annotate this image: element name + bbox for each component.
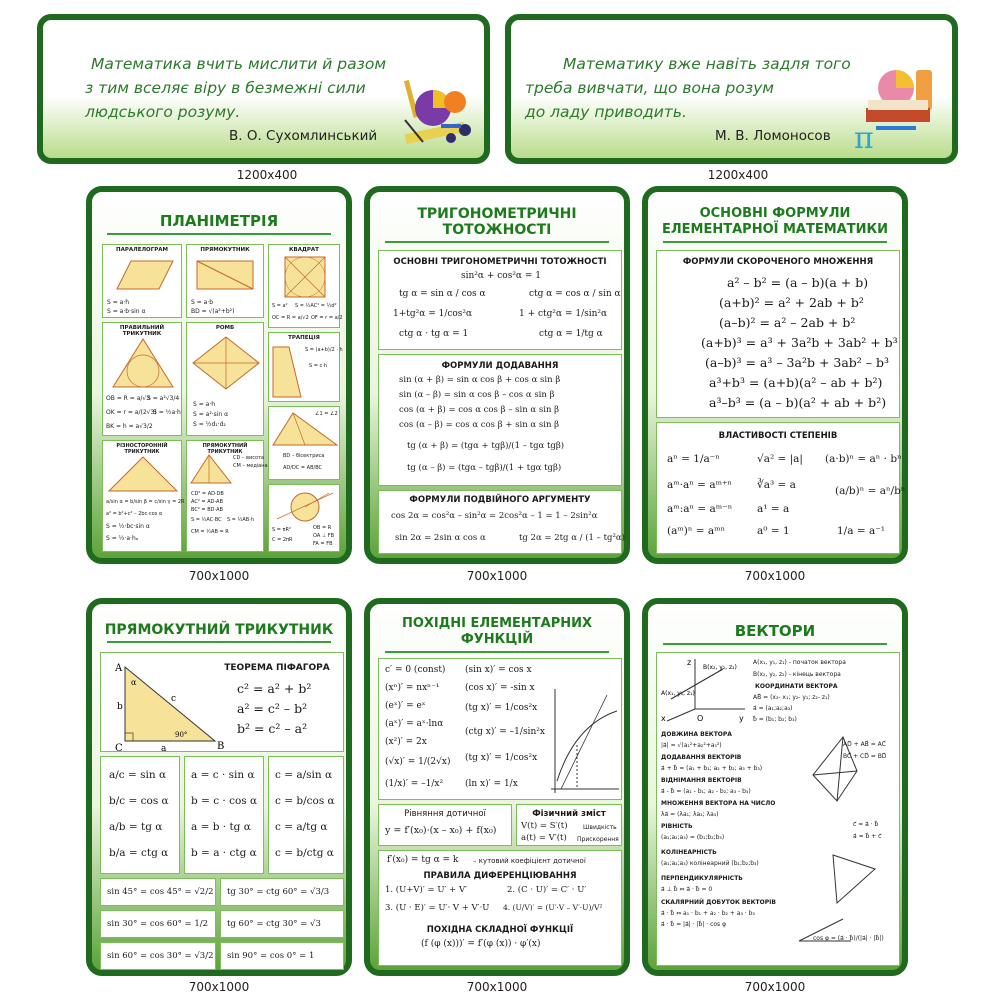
vector-line: МНОЖЕННЯ ВЕКТОРА НА ЧИСЛО bbox=[661, 800, 776, 807]
formula: a³+b³ = (a+b)(a² – ab + b²) bbox=[709, 375, 883, 390]
vector-line: a⃗ ⊥ b⃗ ⇔ a⃗ · b⃗ = 0 bbox=[661, 886, 713, 893]
formula: tg α = sin α / cos α bbox=[399, 289, 486, 299]
formula: c = a/tg α bbox=[275, 821, 328, 833]
vector-line: cos φ = (a⃗ · b⃗)/(|a⃗| · |b⃗|) bbox=[813, 935, 884, 942]
vector-line: СКАЛЯРНИЙ ДОБУТОК ВЕКТОРІВ bbox=[661, 899, 776, 906]
formula: (cos x)′ = -sin x bbox=[465, 683, 535, 693]
formula: OB = R bbox=[313, 525, 332, 531]
formula: S = c·h bbox=[309, 363, 328, 369]
vector-line: a⃗ = b⃗ + c⃗ bbox=[853, 833, 882, 840]
vertex-label: B bbox=[217, 741, 225, 752]
formula: tg (α + β) = (tgα + tgβ)/(1 – tgα tgβ) bbox=[407, 441, 565, 451]
formula: a/sin α = b/sin β = c/sin γ = 2R bbox=[106, 499, 185, 505]
formula: tg (α – β) = (tgα – tgβ)/(1 + tgα tgβ) bbox=[407, 463, 562, 473]
formula: (x²)′ = 2x bbox=[385, 737, 427, 747]
formula: (eˣ)′ = eˣ bbox=[385, 701, 426, 711]
formula: S = ½AB·h bbox=[227, 517, 254, 523]
formula: C = 2πR bbox=[272, 537, 293, 543]
cell-rectangle bbox=[186, 244, 264, 318]
triangle-figure bbox=[103, 451, 183, 495]
poster-title: ПЛАНІМЕТРІЯ bbox=[92, 212, 346, 235]
value-cell bbox=[100, 942, 216, 970]
formula: (aˣ)′ = aˣ·lnα bbox=[385, 719, 444, 729]
formula: 1/a = a⁻¹ bbox=[837, 525, 885, 537]
formula: 3. (U · E)′ = U′· V + V′·U bbox=[385, 903, 490, 913]
vector-line: ДОДАВАННЯ ВЕКТОРІВ bbox=[661, 754, 742, 761]
formula: aᵐ·aⁿ = aᵐ⁺ⁿ bbox=[667, 479, 733, 491]
value-cell bbox=[220, 910, 344, 938]
formula: S = a²√3/4 bbox=[147, 395, 180, 402]
section-title: ФОРМУЛИ ДОДАВАННЯ bbox=[441, 361, 559, 371]
formula: S = ½d₁·d₂ bbox=[193, 421, 226, 428]
formula: c = b/cos α bbox=[275, 795, 335, 807]
formula: AC² = AD·AB bbox=[191, 499, 223, 505]
section-short-multiplication bbox=[656, 250, 900, 418]
formula: b/c = cos α bbox=[109, 795, 169, 807]
angle-label: α bbox=[131, 678, 137, 687]
rhombus-figure bbox=[187, 333, 265, 395]
formula: FA = FB bbox=[313, 541, 333, 547]
formula: (a–b)³ = a³ – 3a²b + 3ab² – b³ bbox=[705, 355, 890, 370]
side-label: c bbox=[171, 694, 177, 704]
vector-line: AB⃗ = (x₂- x₁; y₂- y₁; z₂- z₁) bbox=[753, 694, 830, 701]
cell-right-triangle bbox=[186, 440, 268, 552]
cell-title: ПАРАЛЕЛОГРАМ bbox=[116, 247, 168, 253]
formula: cos (α – β) = cos α cos β + sin α sin β bbox=[399, 420, 560, 430]
formula: y = f′(x₀)·(x – x₀) + f(x₀) bbox=[385, 825, 497, 836]
vector-line: a⃗ · b⃗ ⇔ a₁ · b₁ + a₂ · b₂ + a₃ · b₃ bbox=[661, 910, 755, 917]
quote-line: з тим вселяє віру в безмежні сили bbox=[85, 79, 366, 97]
book-pi-illustration bbox=[846, 60, 946, 155]
banner-size-label: 1200x400 bbox=[707, 168, 769, 182]
poster-size-label: 700x1000 bbox=[466, 980, 528, 994]
vector-line: AD⃗ + AB⃗ = AC⃗ bbox=[843, 741, 886, 748]
formula: ∠1 = ∠2 bbox=[315, 411, 338, 417]
quote-line: людського розуму. bbox=[85, 103, 241, 121]
formula: 2. (C · U)′ = C′ · U′ bbox=[507, 885, 587, 895]
formula: a = b · tg α bbox=[191, 821, 251, 833]
formula-label: Швидкість bbox=[583, 824, 617, 831]
formula: tg 60° = ctg 30° = √3 bbox=[227, 919, 321, 929]
cell-title: ТРАПЕЦІЯ bbox=[288, 335, 320, 341]
cell-rhombus bbox=[186, 322, 264, 436]
formula: a⁰ = 1 bbox=[757, 525, 790, 537]
formula: sin 30° = cos 60° = 1/2 bbox=[107, 919, 209, 929]
formula: V(t) = S′(t) bbox=[521, 821, 568, 831]
formula: BC² = BD·AB bbox=[191, 507, 223, 513]
formula: sin 60° = cos 30° = √3/2 bbox=[107, 951, 214, 961]
vector-line: a⃗ + b⃗ = (a₁ + b₁; a₂ + b₂; a₃ + b₃) bbox=[661, 765, 763, 772]
section-powers bbox=[656, 422, 906, 554]
formula: (a–b)² = a² – 2ab + b² bbox=[719, 315, 856, 330]
poster-title: ОСНОВНІ ФОРМУЛИ ЕЛЕМЕНТАРНОЇ МАТЕМАТИКИ bbox=[648, 206, 902, 243]
formula: OF = r = a/2 bbox=[311, 315, 343, 321]
poster-trig bbox=[364, 186, 630, 564]
formula: c = b/ctg α bbox=[275, 847, 334, 859]
formula: OA ⊥ FB bbox=[313, 533, 335, 539]
section-ratios-col1 bbox=[100, 756, 180, 874]
formula: c = a/sin α bbox=[275, 769, 333, 781]
section-title: ПОХІДНА СКЛАДНОЇ ФУНКЦІЇ bbox=[426, 925, 574, 935]
vector-line: a⃗ - b⃗ = (a₁ - b₁; a₂ - b₂; a₃ - b₃) bbox=[661, 788, 751, 795]
poster-right-triangle bbox=[86, 598, 352, 976]
formula: S = ½a·h bbox=[153, 409, 181, 416]
formula: CD² = AD·DB bbox=[191, 491, 224, 497]
math-tools-illustration bbox=[395, 70, 485, 160]
formula: (a·b)ⁿ = aⁿ · bⁿ bbox=[825, 453, 902, 465]
formula: a/b = tg α bbox=[109, 821, 163, 833]
triangle-vectors-figure bbox=[823, 849, 883, 909]
value-cell bbox=[220, 878, 344, 906]
section-derivative-table bbox=[378, 658, 622, 800]
vector-line: a⃗ · b⃗ = |a⃗| · |b⃗| · cos φ bbox=[661, 921, 727, 928]
vector-line: BC⃗ + CD⃗ = BD⃗ bbox=[843, 753, 887, 760]
formula: (ln x)′ = 1/x bbox=[465, 779, 518, 789]
poster-title: ТРИГОНОМЕТРИЧНІ ТОТОЖНОСТІ bbox=[370, 206, 624, 243]
poster-basic-formulas bbox=[642, 186, 908, 564]
section-ratios-col2 bbox=[184, 756, 264, 874]
trapezoid-figure bbox=[269, 343, 305, 399]
section-basic-identities bbox=[378, 250, 622, 350]
formula: sin 45° = cos 45° = √2/2 bbox=[107, 887, 214, 897]
poster-size-label: 700x1000 bbox=[744, 980, 806, 994]
angle-vectors-figure bbox=[795, 915, 855, 945]
formula: (tg x)′ = 1/cos²x bbox=[465, 753, 538, 763]
poster-size-label: 700x1000 bbox=[188, 980, 250, 994]
formula: a² = c² – b² bbox=[237, 701, 308, 716]
circle-figure bbox=[269, 487, 341, 523]
quote-line: Математика вчить мислити й разом bbox=[91, 55, 387, 73]
formula: S = ½·a·hₐ bbox=[106, 535, 139, 542]
square-figure bbox=[269, 255, 341, 299]
cell-circle bbox=[268, 484, 340, 552]
section-physical-meaning bbox=[516, 804, 622, 846]
formula: sin (α – β) = sin α cos β – cos α sin β bbox=[399, 390, 555, 400]
formula: aⁿ = 1/a⁻ⁿ bbox=[667, 453, 720, 465]
formula: (1/x)′ = –1/x² bbox=[385, 779, 444, 789]
formula: sin 90° = cos 0° = 1 bbox=[227, 951, 315, 961]
formula: sin 2α = 2sin α cos α bbox=[395, 533, 486, 543]
poster-title: ПОХІДНІ ЕЛЕМЕНТАРНИХ ФУНКЦІЙ bbox=[370, 616, 624, 653]
vector-line: c⃗ = a⃗ · b⃗ bbox=[853, 821, 879, 828]
vector-line: ПЕРПЕНДИКУЛЯРНІСТЬ bbox=[661, 875, 743, 882]
section-addition bbox=[378, 354, 622, 486]
cell-title: ПРЯМОКУТНИК bbox=[200, 247, 250, 253]
cell-title: РОМБ bbox=[215, 325, 235, 331]
point-label: B(x₂, y₂, z₂) bbox=[703, 664, 737, 671]
formula: S = a²·sin α bbox=[193, 411, 229, 418]
section-title: ПРАВИЛА ДИФЕРЕНЦІЮВАННЯ bbox=[423, 871, 577, 881]
section-vectors bbox=[656, 652, 900, 966]
vector-line: a⃗ = (a₁;a₂;a₃) bbox=[753, 705, 793, 712]
vector-line: λa⃗ = (λa₁; λa₂; λa₃) bbox=[661, 811, 719, 818]
formula: a² = b²+c² – 2bc·cos α bbox=[106, 511, 163, 517]
rectangle-figure bbox=[187, 255, 265, 295]
vector-line: A(x₁, y₁, z₁) - початок вектора bbox=[753, 659, 846, 666]
cell-title: ПРЯМОКУТНИЙ ТРИКУТНИК bbox=[202, 443, 248, 455]
formula: CM – медіана bbox=[233, 463, 268, 469]
formula: b/a = ctg α bbox=[109, 847, 169, 859]
section-title: ОСНОВНІ ТРИГОНОМЕТРИЧНІ ТОТОЖНОСТІ bbox=[393, 257, 607, 267]
vector-line: ДОВЖИНА ВЕКТОРА bbox=[661, 731, 732, 738]
formula: c′ = 0 (const) bbox=[385, 665, 446, 675]
formula: BD – бісектриса bbox=[283, 453, 325, 459]
formula: S = a·b bbox=[191, 299, 214, 306]
formula: a(t) = V′(t) bbox=[521, 833, 567, 843]
right-triangle-figure bbox=[105, 657, 225, 753]
formula: S = a² bbox=[272, 303, 288, 309]
formula: S = (a+b)/2 · h bbox=[305, 347, 343, 353]
formula: (sin x)′ = cos x bbox=[465, 665, 532, 675]
cell-title: КВАДРАТ bbox=[289, 247, 319, 253]
formula: S = a·h bbox=[193, 401, 216, 408]
formula: sin (α + β) = sin α cos β + cos α sin β bbox=[399, 375, 561, 385]
formula: S = a·h bbox=[107, 299, 130, 306]
section-title: ТЕОРЕМА ПІФАГОРА bbox=[224, 663, 330, 673]
formula: OK = r = a/(2√3) bbox=[106, 409, 157, 416]
formula: 1 + ctg²α = 1/sin²α bbox=[519, 309, 608, 319]
value-cell bbox=[220, 942, 344, 970]
section-title: Фізичний зміст bbox=[532, 809, 606, 819]
axis-label: O bbox=[697, 714, 704, 723]
formula: b = a · ctg α bbox=[191, 847, 257, 859]
vertex-label: A bbox=[115, 663, 123, 674]
formula: a = c · sin α bbox=[191, 769, 255, 781]
formula: (a/b)ⁿ = aⁿ/bⁿ bbox=[835, 485, 906, 497]
formula: S = ½AC² = ½d² bbox=[295, 303, 337, 309]
vertex-label: C bbox=[115, 743, 123, 754]
cell-title: ПРАВИЛЬНИЙ ТРИКУТНИК bbox=[119, 325, 165, 337]
value-cell bbox=[100, 910, 216, 938]
vector-line: b⃗ = (b₁; b₂; b₃) bbox=[753, 716, 797, 723]
formula: (a+b)³ = a³ + 3a²b + 3ab² + b³ bbox=[701, 335, 898, 350]
formula-label: Прискорення bbox=[577, 836, 619, 843]
formula: (aᵐ)ⁿ = aᵐⁿ bbox=[667, 525, 726, 537]
section-title: ФОРМУЛИ СКОРОЧЕНОГО МНОЖЕННЯ bbox=[682, 257, 874, 267]
formula: (xⁿ)′ = nxⁿ⁻¹ bbox=[385, 683, 440, 693]
value-cell bbox=[100, 878, 216, 906]
formula: ∛a³ = a bbox=[757, 479, 796, 491]
formula: BD = √(a²+b²) bbox=[191, 308, 235, 315]
side-label: b bbox=[117, 702, 123, 712]
formula: ctg α = 1/tg α bbox=[539, 329, 603, 339]
formula: S = ½·bc·sin α bbox=[106, 523, 150, 530]
poster-title: ПРЯМОКУТНИЙ ТРИКУТНИК bbox=[92, 622, 346, 643]
vector-line: КООРДИНАТИ ВЕКТОРА bbox=[755, 683, 838, 690]
poster-derivatives bbox=[364, 598, 630, 976]
poster-size-label: 700x1000 bbox=[466, 569, 528, 583]
formula: OB = R = a/√3 bbox=[106, 395, 151, 402]
poster-size-label: 700x1000 bbox=[188, 569, 250, 583]
formula: ctg α = cos α / sin α bbox=[529, 289, 621, 299]
section-double-angle bbox=[378, 490, 625, 554]
quote-banner-lomonosov bbox=[505, 14, 958, 164]
formula: √a² = |a| bbox=[757, 453, 803, 465]
poster-size-label: 700x1000 bbox=[744, 569, 806, 583]
poster-vectors bbox=[642, 598, 908, 976]
formula: a¹ = a bbox=[757, 503, 790, 515]
formula: AD/DC = AB/BC bbox=[283, 465, 323, 471]
vector-line: КОЛІНЕАРНІСТЬ bbox=[661, 849, 717, 856]
formula: 1+tg²α = 1/cos²α bbox=[393, 309, 473, 319]
tangent-graph bbox=[545, 685, 621, 795]
axis-label: z bbox=[687, 658, 692, 667]
formula: cos 2α = cos²α – sin²α = 2cos²α – 1 = 1 – 2sin²α bbox=[391, 511, 598, 521]
formula: S = ½AC·BC bbox=[191, 517, 222, 523]
formula: tg 30° = ctg 60° = √3/3 bbox=[227, 887, 330, 897]
point-label: A(x₁, y₁, z₁) bbox=[661, 690, 695, 697]
section-tangent-equation bbox=[378, 804, 512, 846]
formula: (tg x)′ = 1/cos²x bbox=[465, 703, 538, 713]
formula: CM = ½AB = R bbox=[191, 529, 229, 535]
coordinate-axes-figure bbox=[659, 655, 749, 725]
formula: b² = c² – a² bbox=[237, 721, 308, 736]
side-label: a bbox=[161, 744, 167, 754]
section-differentiation-rules bbox=[378, 850, 622, 966]
poster-title: ВЕКТОРИ bbox=[648, 622, 902, 645]
formula: sin²α + cos²α = 1 bbox=[461, 271, 541, 281]
formula: (√x)′ = 1/(2√x) bbox=[385, 757, 451, 767]
axis-label: y bbox=[739, 714, 744, 723]
formula: BK = h = a√3/2 bbox=[106, 423, 153, 430]
formula: 4. (U/V)′ = (U′·V – V′·U)/V² bbox=[503, 903, 603, 912]
banner-size-label: 1200x400 bbox=[236, 168, 298, 182]
vector-line: B(x₂, y₂, z₂) - кінець вектора bbox=[753, 671, 841, 678]
axis-label: x bbox=[661, 714, 666, 723]
section-ratios-col3 bbox=[268, 756, 344, 874]
vector-line: |a⃗| = √(a₁²+a₂²+a₃²) bbox=[661, 742, 722, 749]
cell-title: РІЗНОСТОРОННІЙ ТРИКУТНИК bbox=[116, 443, 168, 455]
quote-line: Математику вже навіть задля того bbox=[563, 55, 851, 73]
formula: CD – висота bbox=[233, 455, 265, 461]
formula: a/c = sin α bbox=[109, 769, 167, 781]
poster-planimetry bbox=[86, 186, 352, 564]
section-pythagoras bbox=[100, 652, 344, 752]
svg-text:π: π bbox=[854, 121, 874, 156]
formula: S = a·b·sin α bbox=[107, 308, 146, 315]
quote-line: до ладу приводить. bbox=[525, 103, 687, 121]
vector-line: ВІДНІМАННЯ ВЕКТОРІВ bbox=[661, 777, 742, 784]
formula-label: – кутовий коефіцієнт дотичної bbox=[473, 857, 586, 865]
formula: ctg α · tg α = 1 bbox=[399, 329, 469, 339]
vector-line: РІВНІСТЬ bbox=[661, 823, 693, 830]
section-title: Рівняння дотичної bbox=[404, 809, 486, 819]
cell-regular-triangle bbox=[102, 322, 182, 436]
regular-triangle-figure bbox=[103, 333, 183, 393]
formula: (a+b)² = a² + 2ab + b² bbox=[719, 295, 864, 310]
formula: a³–b³ = (a – b)(a² + ab + b²) bbox=[709, 395, 887, 410]
formula: cos (α + β) = cos α cos β – sin α sin β bbox=[399, 405, 560, 415]
quote-author: М. В. Ломоносов bbox=[715, 128, 831, 144]
cell-isosceles bbox=[102, 440, 185, 552]
cell-parallelogram bbox=[102, 244, 182, 318]
formula: tg 2α = 2tg α / (1 – tg²α) bbox=[519, 533, 625, 543]
formula: 1. (U+V)′ = U′ + V′ bbox=[385, 885, 468, 895]
cell-trapezoid bbox=[268, 332, 343, 402]
section-title: ФОРМУЛИ ПОДВІЙНОГО АРГУМЕНТУ bbox=[409, 495, 591, 505]
formula: OC = R = a/√2 bbox=[272, 315, 309, 321]
vector-line: (a₁;a₂;a₃) колінеарний (b₁;b₂;b₃) bbox=[661, 860, 759, 867]
quote-banner-sukhomlynsky bbox=[37, 14, 490, 164]
formula: a² – b² = (a – b)(a + b) bbox=[727, 275, 869, 290]
formula: b = c · cos α bbox=[191, 795, 258, 807]
quote-line: треба вивчати, що вона розум bbox=[525, 79, 774, 97]
formula: (f (φ (x)))′ = f′(φ (x)) · φ′(x) bbox=[421, 939, 541, 949]
cell-square bbox=[268, 244, 343, 328]
formula: f′(x₀) = tg α = k bbox=[387, 855, 459, 865]
cell-bisector bbox=[268, 406, 340, 480]
formula: S = πR² bbox=[272, 527, 292, 533]
parallelogram-figure bbox=[103, 255, 183, 295]
formula: (ctg x)′ = –1/sin²x bbox=[465, 727, 545, 737]
formula: c² = a² + b² bbox=[237, 681, 312, 696]
formula: aᵐ:aⁿ = aᵐ⁻ⁿ bbox=[667, 503, 733, 515]
section-title: ВЛАСТИВОСТІ СТЕПЕНІВ bbox=[718, 431, 838, 441]
vector-line: (a₁;a₂;a₃) = (b₁;b₂;b₃) bbox=[661, 834, 725, 841]
quote-author: В. О. Сухомлинський bbox=[229, 128, 378, 144]
angle-label: 90° bbox=[175, 731, 188, 739]
